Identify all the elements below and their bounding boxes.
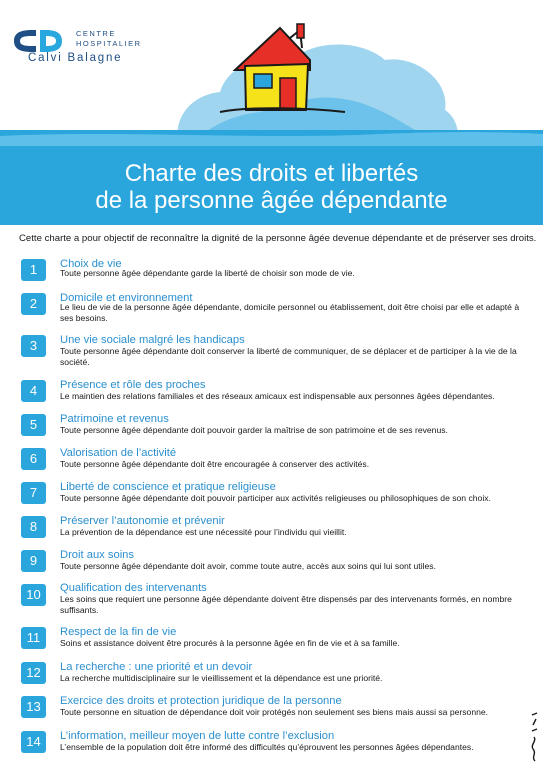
- logo-name: Calvi Balagne: [28, 52, 123, 64]
- page-title: [0, 160, 543, 214]
- item-title: Choix de vie: [60, 258, 122, 270]
- item-title: L’information, meilleur moyen de lutte contre l’exclusion: [60, 730, 335, 742]
- hospital-logo: [12, 28, 152, 76]
- logo-mark-icon: [12, 28, 64, 54]
- item-title: Valorisation de l’activité: [60, 447, 177, 459]
- item-number-badge: 3: [21, 335, 46, 357]
- page-title-line1: Charte des droits et libertés: [124, 160, 419, 187]
- item-text: Soins et assistance doivent être procurés à la personne âgée en fin de vie et à sa famille.: [60, 638, 400, 648]
- item-title: Exercice des droits et protection juridique de la personne: [60, 695, 342, 707]
- item-text: La recherche multidisciplinaire sur le vieillissement et la dépendance est une priorité.: [60, 673, 383, 683]
- item-text: Toute personne en situation de dépendance doit voir protégés non seulement ses biens mais aussi sa personne.: [60, 707, 489, 717]
- item-number-badge: 11: [21, 627, 46, 649]
- page-header: [0, 0, 543, 150]
- item-title: Domicile et environnement: [60, 292, 193, 304]
- item-title: Droit aux soins: [60, 549, 134, 561]
- item-text: Les soins que requiert une personne âgée dépendante doivent être dispensés par des intervenants formés, en nombre suffisants.: [60, 594, 512, 615]
- item-title: Patrimoine et revenus: [60, 413, 169, 425]
- house-illustration-icon: [160, 0, 460, 150]
- item-title: Qualification des intervenants: [60, 582, 207, 594]
- item-text: Toute personne âgée dépendante doit pouvoir garder la maîtrise de son patrimoine et de ses revenus.: [60, 425, 448, 435]
- item-title: La recherche : une priorité et un devoir: [60, 661, 253, 673]
- logo-text-hospitalier: HOSPITALIER: [76, 39, 142, 48]
- intro-text: Cette charte a pour objectif de reconnaître la dignité de la personne âgée devenue dépendante et de préserver ses droits.: [19, 233, 537, 244]
- item-text: Toute personne âgée dépendante doit avoir, comme toute autre, accès aux soins qui lui sont utiles.: [60, 561, 436, 571]
- item-text: La prévention de la dépendance est une nécessité pour l’individu qui vieillit.: [60, 527, 347, 537]
- logo-text-centre: CENTRE: [76, 29, 116, 38]
- item-text: Toute personne âgée dépendante garde la liberté de choisir son mode de vie.: [60, 268, 355, 278]
- item-text: L’ensemble de la population doit être informé des difficultés qu’éprouvent les personnes âgées dépendantes.: [60, 742, 474, 752]
- item-title: Préserver l’autonomie et prévenir: [60, 515, 225, 527]
- item-text: Toute personne âgée dépendante doit conserver la liberté de communiquer, de se déplacer et de participer à la vie de la société.: [60, 346, 517, 367]
- item-text: Le maintien des relations familiales et des réseaux amicaux est indispensable aux personnes âgées dépendantes.: [60, 391, 495, 401]
- item-number-badge: 14: [21, 731, 46, 753]
- item-number-badge: 12: [21, 662, 46, 684]
- item-title: Présence et rôle des proches: [60, 379, 206, 391]
- item-number-badge: 8: [21, 516, 46, 538]
- item-number-badge: 5: [21, 414, 46, 436]
- item-number-badge: 4: [21, 380, 46, 402]
- item-number-badge: 6: [21, 448, 46, 470]
- item-title: Une vie sociale malgré les handicaps: [60, 334, 245, 346]
- item-number-badge: 1: [21, 259, 46, 281]
- item-text: Toute personne âgée dépendante doit pouvoir participer aux activités religieuses ou philosophiques de son choix.: [60, 493, 491, 503]
- page-title-line2: de la personne âgée dépendante: [95, 187, 448, 214]
- band-wave-icon: [0, 130, 543, 146]
- item-title: Respect de la fin de vie: [60, 626, 177, 638]
- item-number-badge: 7: [21, 482, 46, 504]
- item-title: Liberté de conscience et pratique religieuse: [60, 481, 276, 493]
- item-number-badge: 13: [21, 696, 46, 718]
- item-number-badge: 10: [21, 584, 46, 606]
- item-text: Le lieu de vie de la personne âgée dépendante, domicile personnel ou établissement, doit être choisi par elle et adapté à ses besoins.: [60, 302, 520, 323]
- item-number-badge: 9: [21, 550, 46, 572]
- item-number-badge: 2: [21, 293, 46, 315]
- signature-mark-icon: [527, 705, 541, 765]
- item-text: Toute personne âgée dépendante doit être encouragée à conserver des activités.: [60, 459, 370, 469]
